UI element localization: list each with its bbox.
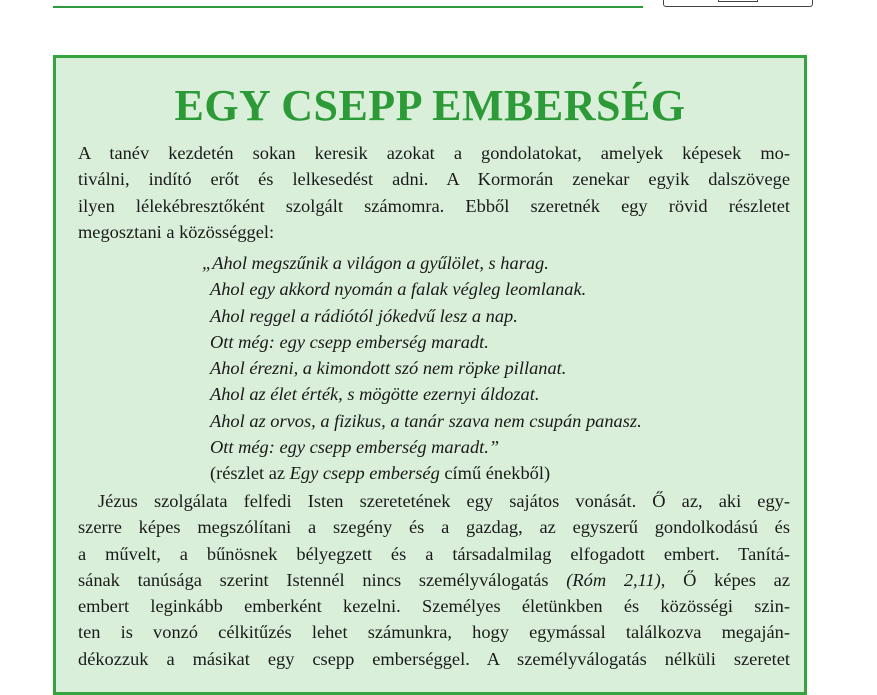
quote-line: Ahol érezni, a kimondott szó nem röpke pillanat. <box>210 358 567 379</box>
article-box <box>53 55 807 695</box>
quote-line: Ahol az élet érték, s mögötte ezernyi áldozat. <box>210 384 540 405</box>
body-line <box>78 567 790 593</box>
song-title: Egy csepp emberség <box>289 463 440 484</box>
quote-line: „Ahol megszűnik a világon a gyűlölet, s harag. <box>202 253 549 273</box>
body-line: Jézus szolgálata felfedi Isten szeretetének egy sajátos vonását. Ő az, aki egy- <box>98 491 790 511</box>
top-rule <box>53 6 643 8</box>
body-paragraph <box>78 488 790 672</box>
quote-line: Ott még: egy csepp emberség maradt.” <box>210 437 500 458</box>
body-line: ten is vonzó célkitűzés lehet számunkra, hogy egymással találkozva megaján- <box>78 622 790 643</box>
article-title: EGY CSEPP EMBERSÉG <box>174 81 686 130</box>
body-line: embert leginkább emberként kezelni. Személyes életünkben és közösségi szin- <box>78 596 790 617</box>
intro-line: ilyen lélekébresztőként szolgált számomra. Ebből szeretnék egy rövid részletet <box>78 195 790 216</box>
header-ornament <box>663 0 813 7</box>
quote-line: Ott még: egy csepp emberség maradt. <box>210 331 489 352</box>
body-line: szerre képes megszólítani a szegény és a gazdag, az egyszerű gondolkodású és <box>78 517 790 538</box>
header-ornament-tab <box>718 0 758 2</box>
intro-line: A tanév kezdetén sokan keresik azokat a gondolatokat, amelyek képesek mo- <box>78 143 790 163</box>
source-suffix: című énekből) <box>439 463 551 484</box>
quote-line: Ahol egy akkord nyomán a falak végleg leomlanak. <box>210 279 587 300</box>
intro-line: megosztani a közösséggel: <box>78 221 275 242</box>
bible-reference: (Róm 2,11) <box>566 569 661 590</box>
source-prefix: (részlet az <box>210 463 290 484</box>
quote-line: Ahol reggel a rádiótól jókedvű lesz a nap. <box>210 305 518 326</box>
body-line: dékozzuk a másikat egy csepp emberséggel. A személyválogatás nélküli szeretet <box>78 648 790 669</box>
quote-source <box>202 460 642 486</box>
intro-paragraph <box>78 140 790 245</box>
quote-line: Ahol az orvos, a fizikus, a tanár szava nem csupán panasz. <box>210 410 642 431</box>
intro-line: tiválni, indító erőt és lelkesedést adni. A Kormorán zenekar egyik dalszövege <box>78 169 790 190</box>
song-quote <box>202 250 642 487</box>
body-text: sának tanúsága szerint Istennél nincs személyválogatás <box>78 569 567 590</box>
body-text: , Ő képes az <box>660 569 791 590</box>
body-line: a művelt, a bűnösnek bélyegzett és a társadalmilag elfogadott embert. Tanítá- <box>78 543 790 564</box>
